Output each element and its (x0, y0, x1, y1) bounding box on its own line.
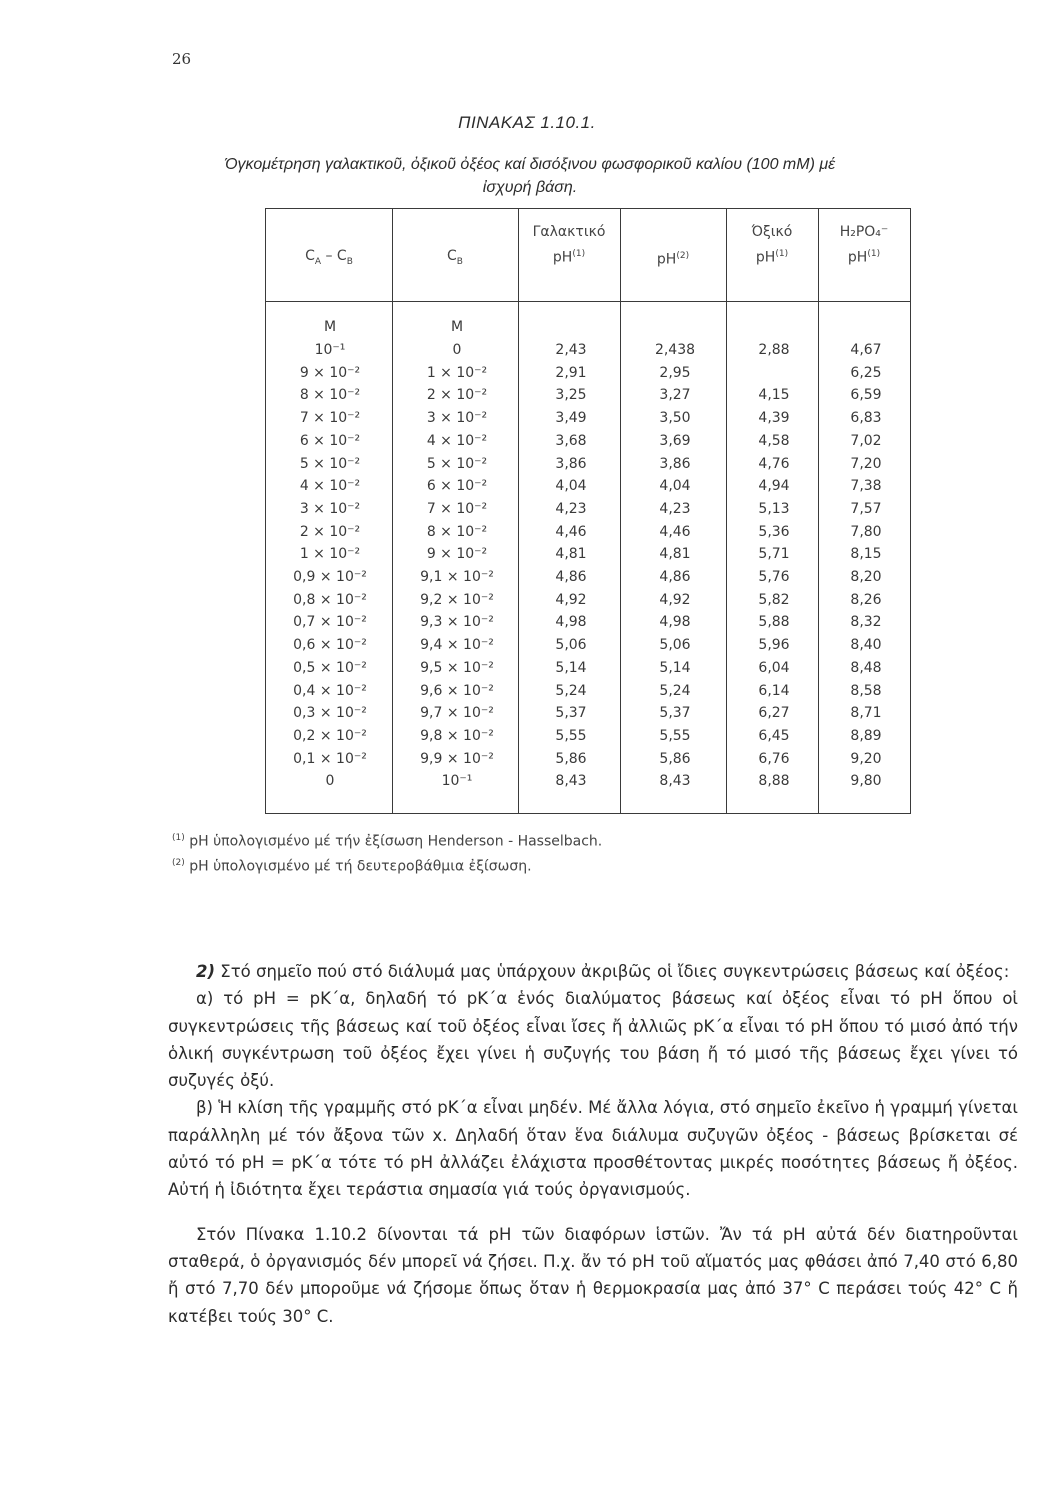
table-row (266, 433, 912, 456)
cell-ph2: 5,14 (659, 659, 691, 676)
cell-phosphate-ph: 8,32 (850, 614, 882, 631)
cell-lactic-ph: 4,98 (555, 614, 587, 631)
cell-cb: 9,4 × 10⁻² (420, 637, 494, 654)
cell-cb: 9,6 × 10⁻² (420, 682, 494, 699)
cell-acetic-ph: 5,71 (758, 546, 790, 563)
section-2-intro: 2) Στό σημεῖο πού στό διάλυμά μας ὑπάρχουν ἀκριβῶς οἱ ἴδιες συγκεντρώσεις βάσεως καί ὀξέος: (196, 962, 1010, 981)
cell-ph2: 2,95 (659, 364, 691, 381)
cell-phosphate-ph: 9,20 (850, 750, 882, 767)
cell-ph2: 2,438 (654, 342, 696, 358)
cell-lactic-ph: 4,86 (555, 569, 587, 585)
cell-acetic-ph: 5,82 (758, 591, 790, 608)
cell-acetic-ph: 8,88 (758, 773, 790, 790)
table-row (266, 524, 912, 547)
cell-ca-cb: 0,5 × 10⁻² (293, 659, 367, 676)
cell-ph2: 4,46 (659, 523, 691, 540)
table-title: ΠΙΝΑΚΑΣ 1.10.1. (458, 113, 596, 132)
cell-ph2: 3,86 (659, 455, 691, 472)
cell-phosphate-ph: 8,20 (850, 569, 882, 585)
cell-acetic-ph: 6,27 (758, 705, 790, 722)
cell-acetic-ph: 5,96 (758, 637, 790, 654)
cell-ph2: 5,24 (659, 682, 691, 699)
cell-acetic-ph: 4,39 (758, 410, 790, 427)
cell-ca-cb: 0,6 × 10⁻² (293, 637, 367, 654)
cell-ph2: 5,37 (659, 705, 691, 722)
table-row (266, 614, 912, 637)
cell-acetic-ph: 4,76 (758, 455, 790, 472)
cell-cb: 4 × 10⁻² (426, 432, 488, 449)
footnote: $^{(2)}$ pH ὑπολογισμένο μέ τή δευτεροβάθμια ἐξίσωση. (172, 857, 532, 875)
section-2-item-b: β) Ἡ κλίση τῆς γραμμῆς στό pK΄α εἶναι μηδέν. Μέ ἄλλα λόγια, στό σημεῖο ἐκεῖνο ἡ γραμμή γίνεται παράλληλη μέ τόν ἄξονα τῶν x. Δηλαδή ὅταν ἕνα διάλυμα συζυγῶν ὀξέος - βάσεως βρίσκεται σέ αὐτό τό pH = pK΄α τότε τό pH ἀλλάζει ἐλάχιστα προσθέτοντας μικρές ποσότητες βάσεως ἤ ὀξέος. Αὐτή ἡ ἰδιότητα ἔχει τεράστια σημασία γιά τούς ὀργανισμούς. (168, 1098, 1018, 1200)
cell-ca-cb: 0,4 × 10⁻² (293, 682, 367, 699)
cell-ca-cb: 0 (325, 773, 335, 790)
cell-cb: 3 × 10⁻² (426, 410, 488, 427)
cell-acetic-ph: 6,76 (758, 750, 790, 767)
cell-acetic-ph: 5,13 (758, 500, 790, 517)
cell-ph2: 4,86 (659, 569, 691, 585)
cell-ca-cb: 9 × 10⁻² (299, 364, 361, 381)
table-row (266, 773, 912, 796)
body-text (168, 958, 1018, 1330)
cell-lactic-ph: 5,37 (555, 705, 587, 722)
cell-ph2: 5,55 (659, 727, 691, 744)
cell-ca-cb: 0,2 × 10⁻² (293, 727, 367, 744)
cell-phosphate-ph: 4,67 (850, 342, 882, 358)
cell-ca-cb: 0,7 × 10⁻² (293, 614, 367, 631)
table-row (266, 637, 912, 660)
units-row (266, 319, 912, 342)
cell-phosphate-ph: 6,25 (850, 364, 882, 381)
cell-acetic-ph: 4,94 (758, 478, 790, 495)
cell-acetic-ph: 6,04 (758, 659, 790, 676)
cell-phosphate-ph: 7,20 (850, 455, 882, 472)
cell-lactic-ph: 3,49 (555, 410, 587, 427)
cell-ca-cb: 0,3 × 10⁻² (293, 705, 367, 722)
cell-phosphate-ph: 8,71 (850, 705, 882, 722)
cell-ca-cb: 3 × 10⁻² (299, 500, 361, 517)
cell-phosphate-ph: 9,80 (850, 773, 882, 790)
cell-ph2: 5,06 (659, 637, 691, 654)
header-acetic: Όξικό $pH^{(1)}$ (751, 224, 793, 266)
cell-cb: 9,9 × 10⁻² (420, 750, 494, 767)
cell-acetic-ph: 5,88 (758, 614, 790, 631)
cell-cb: 9,3 × 10⁻² (420, 614, 494, 631)
cell-phosphate-ph: 8,40 (850, 637, 882, 654)
closing-paragraph: Στόν Πίνακα 1.10.2 δίνονται τά pH τῶν διαφόρων ἱστῶν. Ἄν τά pH αὐτά δέν διατηροῦνται σταθερά, ὁ ὀργανισμός δέν μπορεῖ νά ζήσει. Π.χ. ἄν τό pH τοῦ αἵματός μας φθάσει ἀπό 7,40 στό 6,80 ἤ στό 7,70 δέν μποροῦμε νά ζήσομε ὅπως ὅταν ἡ θερμοκρασία μας ἀπό 37° C περάσει τούς 42° C ἤ κατέβει τούς 30° C. (168, 1224, 1018, 1326)
cell-ph2: 3,69 (659, 432, 691, 449)
cell-acetic-ph: 2,88 (758, 342, 790, 358)
cell-phosphate-ph: 8,15 (850, 546, 882, 563)
header-phosphate: H₂PO₄⁻ $pH^{(1)}$ (839, 224, 889, 266)
table-row (266, 456, 912, 479)
cell-lactic-ph: 4,92 (555, 591, 587, 608)
cell-lactic-ph: 5,06 (555, 637, 587, 654)
table-row (266, 410, 912, 433)
cell-lactic-ph: 5,55 (555, 727, 587, 744)
table-row (266, 569, 912, 592)
cell-ca-cb: 8 × 10⁻² (299, 387, 361, 404)
cell-ph2: 8,43 (659, 773, 691, 790)
cell-ph2: 4,92 (659, 591, 691, 608)
cell-ca-cb: 0,8 × 10⁻² (293, 591, 367, 608)
header-divider (266, 301, 910, 302)
cell-acetic-ph: 6,14 (758, 682, 790, 699)
cell-lactic-ph: 5,86 (555, 750, 587, 767)
cell-cb: 9,5 × 10⁻² (420, 659, 494, 676)
cell-cb: 7 × 10⁻² (426, 500, 488, 517)
table-row (266, 546, 912, 569)
header-cb: $C_B$ (447, 248, 463, 267)
table-row (266, 342, 912, 365)
cell-ph2: 5,86 (659, 750, 691, 767)
cell-ca-cb: 7 × 10⁻² (299, 410, 361, 427)
cell-acetic-ph: 5,76 (758, 569, 790, 585)
cell-acetic-ph: 5,36 (758, 523, 790, 540)
cell-phosphate-ph: 8,26 (850, 591, 882, 608)
table-row (266, 751, 912, 774)
cell-cb: 9,2 × 10⁻² (420, 591, 494, 608)
cell-ca-cb: 1 × 10⁻² (299, 546, 361, 563)
cell-ph2: 4,04 (659, 478, 691, 495)
cell-cb: 5 × 10⁻² (426, 455, 488, 472)
section-2-item-a: α) τό pH = pK΄α, δηλαδή τό pK΄α ἑνός διαλύματος βάσεως καί ὀξέος εἶναι τό pH ὅπου οἱ συγκεντρώσεις τῆς βάσεως καί τοῦ ὀξέος εἶναι ἴσες ἤ ἀλλιῶς pK΄α εἶναι τό pH ὅπου τό μισό ἀπό τήν ὁλική συγκέντρωση τοῦ ὀξέος ἔχει γίνει ἡ συζυγής του βάση ἤ τό μισό τῆς βάσεως ἔχει γίνει τό συζυγές ὀξύ. (168, 989, 1018, 1091)
cell-acetic-ph: 4,15 (758, 387, 790, 404)
cell-lactic-ph: 4,81 (555, 546, 587, 563)
table-row (266, 501, 912, 524)
cell-ca-cb: 0,1 × 10⁻² (293, 750, 367, 767)
cell-lactic-ph: 4,04 (555, 478, 587, 495)
table-row (266, 365, 912, 388)
cell-lactic-ph: 8,43 (555, 773, 587, 790)
cell-phosphate-ph: 7,57 (850, 500, 882, 517)
unit-ca-cb: M (323, 319, 337, 335)
cell-cb: 9 × 10⁻² (426, 546, 488, 563)
table-row (266, 592, 912, 615)
cell-cb: 10⁻¹ (441, 773, 473, 790)
titration-table (265, 208, 911, 814)
cell-cb: 9,1 × 10⁻² (420, 569, 494, 585)
cell-phosphate-ph: 8,89 (850, 727, 882, 744)
cell-ph2: 3,27 (659, 387, 691, 404)
cell-ca-cb: 2 × 10⁻² (299, 523, 361, 540)
cell-phosphate-ph: 8,58 (850, 682, 882, 699)
cell-phosphate-ph: 7,38 (850, 478, 882, 495)
footnotes (172, 828, 602, 877)
cell-lactic-ph: 3,25 (555, 387, 587, 404)
footnote: $^{(1)}$ pH ὑπολογισμένο μέ τήν ἐξίσωση Henderson - Hasselbach. (172, 833, 603, 850)
table-row (266, 387, 912, 410)
cell-lactic-ph: 2,91 (555, 364, 587, 381)
cell-cb: 8 × 10⁻² (426, 523, 488, 540)
cell-acetic-ph: 4,58 (758, 432, 790, 449)
header-lactic: Γαλακτικό $pH^{(1)}$ (532, 224, 606, 266)
page-number: 26 (172, 50, 192, 68)
cell-cb: 6 × 10⁻² (426, 478, 488, 495)
table-row (266, 705, 912, 728)
cell-phosphate-ph: 7,02 (850, 432, 882, 449)
cell-ca-cb: 4 × 10⁻² (299, 478, 361, 495)
cell-ca-cb: 6 × 10⁻² (299, 432, 361, 449)
cell-lactic-ph: 5,24 (555, 682, 587, 699)
cell-lactic-ph: 4,46 (555, 523, 587, 540)
cell-cb: 9,7 × 10⁻² (420, 705, 494, 722)
cell-ca-cb: 10⁻¹ (314, 342, 346, 358)
header-ph2: $pH^{(2)}$ (656, 251, 690, 268)
table-row (266, 660, 912, 683)
cell-lactic-ph: 3,68 (555, 432, 587, 449)
cell-cb: 0 (452, 342, 462, 358)
cell-cb: 1 × 10⁻² (426, 364, 488, 381)
cell-ph2: 4,98 (659, 614, 691, 631)
cell-phosphate-ph: 6,83 (850, 410, 882, 427)
cell-ca-cb: 5 × 10⁻² (299, 455, 361, 472)
table-row (266, 683, 912, 706)
table-caption: Όγκομέτρηση γαλακτικοῦ, ὀξικοῦ ὀξέος καί δισόξινου φωσφορικοῦ καλίου (100 mM) μέ ἰσχυρή βάση. (224, 156, 836, 196)
cell-acetic-ph: 6,45 (758, 727, 790, 744)
unit-cb: M (450, 319, 464, 335)
table-row (266, 728, 912, 751)
cell-lactic-ph: 2,43 (555, 342, 587, 358)
cell-cb: 2 × 10⁻² (426, 387, 488, 404)
cell-phosphate-ph: 8,48 (850, 659, 882, 676)
cell-ph2: 4,23 (659, 500, 691, 517)
cell-cb: 9,8 × 10⁻² (420, 727, 494, 744)
cell-ph2: 4,81 (659, 546, 691, 563)
table-row (266, 478, 912, 501)
cell-phosphate-ph: 7,80 (850, 523, 882, 540)
cell-ph2: 3,50 (659, 410, 691, 427)
cell-lactic-ph: 3,86 (555, 455, 587, 472)
cell-lactic-ph: 5,14 (555, 659, 587, 676)
cell-phosphate-ph: 6,59 (850, 387, 882, 404)
cell-lactic-ph: 4,23 (555, 500, 587, 517)
header-ca-cb: $C_A - C_B$ (305, 248, 353, 267)
cell-ca-cb: 0,9 × 10⁻² (293, 569, 367, 585)
